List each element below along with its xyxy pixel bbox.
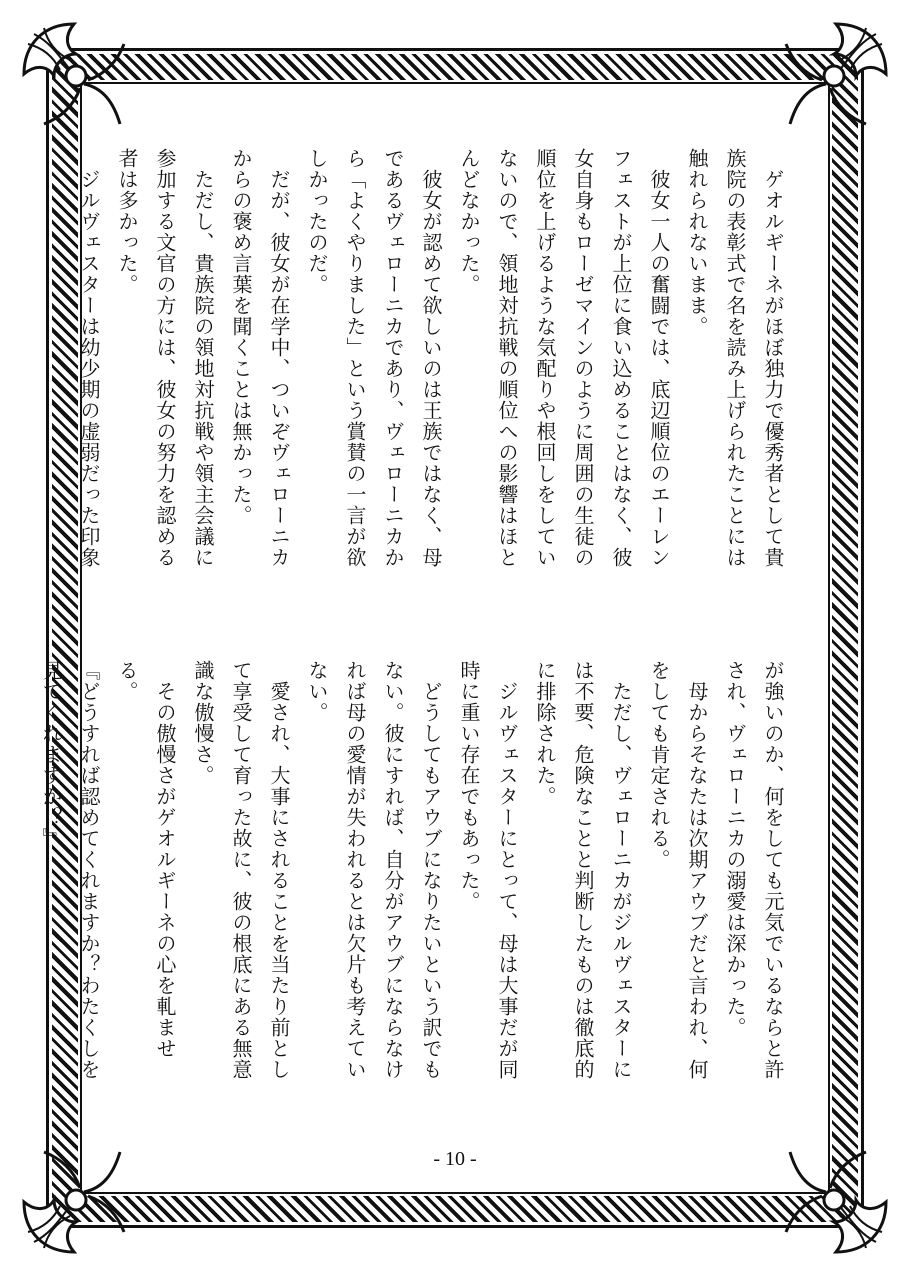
paragraph: 彼女が認めて欲しいのは王族ではなく、母であるヴェローニカであり、ヴェローニカから「よくやりました」という賞賛の一言が欲しかったのだ。: [305, 148, 443, 568]
paragraph: ジルヴェスターにとって、母は大事だが同時に重い存在でもあった。: [457, 660, 519, 1080]
paragraph: どうしてもアウブになりたいという訳でもない。彼にすれば、自分がアウブにならなければ母の愛情が失われるとは欠片も考えていない。: [305, 660, 443, 1080]
paragraph: 愛され、大事にされることを当たり前として享受して育った故に、彼の根底にある無意識な傲慢さ。: [191, 660, 291, 1080]
paragraph: ただし、貴族院の領地対抗戦や領主会議に参加する文官の方には、彼女の努力を認める者は多かった。: [115, 148, 215, 568]
paragraph: ただし、ヴェローニカがジルヴェスターには不要、危険なことと判断したものは徹底的に排除された。: [533, 660, 633, 1080]
text-block-bottom: [32, 660, 792, 1100]
page-number: - 10 -: [433, 1148, 477, 1170]
paragraph: その傲慢さがゲオルギーネの心を軋ませる。: [115, 660, 177, 1059]
text-block-top: [70, 148, 792, 588]
ornament-corner-icon: [776, 14, 896, 134]
paragraph: が強いのか、何をしても元気でいるならと許され、ヴェローニカの溺愛は深かった。: [723, 660, 785, 1080]
ornament-corner-icon: [14, 14, 134, 134]
paragraph: 母からそなたは次期アウブだと言われ、何をしても肯定される。: [647, 660, 709, 1080]
paragraph: 彼女一人の奮闘では、底辺順位のエーレンフェストが上位に食い込めることはなく、彼女自身もローゼマインのように周囲の生徒の順位を上げるような気配りや根回しをしていないので、領地対抗戦の順位への影響はほとんどなかった。: [457, 148, 671, 568]
paragraph: だが、彼女が在学中、ついぞヴェローニカからの褒め言葉を聞くことは無かった。: [229, 148, 291, 568]
paragraph: ゲオルギーネがほぼ独力で優秀者として貴族院の表彰式で名を読み上げられたことには触れられないまま。: [685, 148, 785, 568]
paragraph: ジルヴェスターは幼少期の虚弱だった印象: [77, 148, 101, 568]
paragraph: 『どうすれば認めてくれますか？わたくしを見てくれますか？』: [39, 660, 101, 1080]
